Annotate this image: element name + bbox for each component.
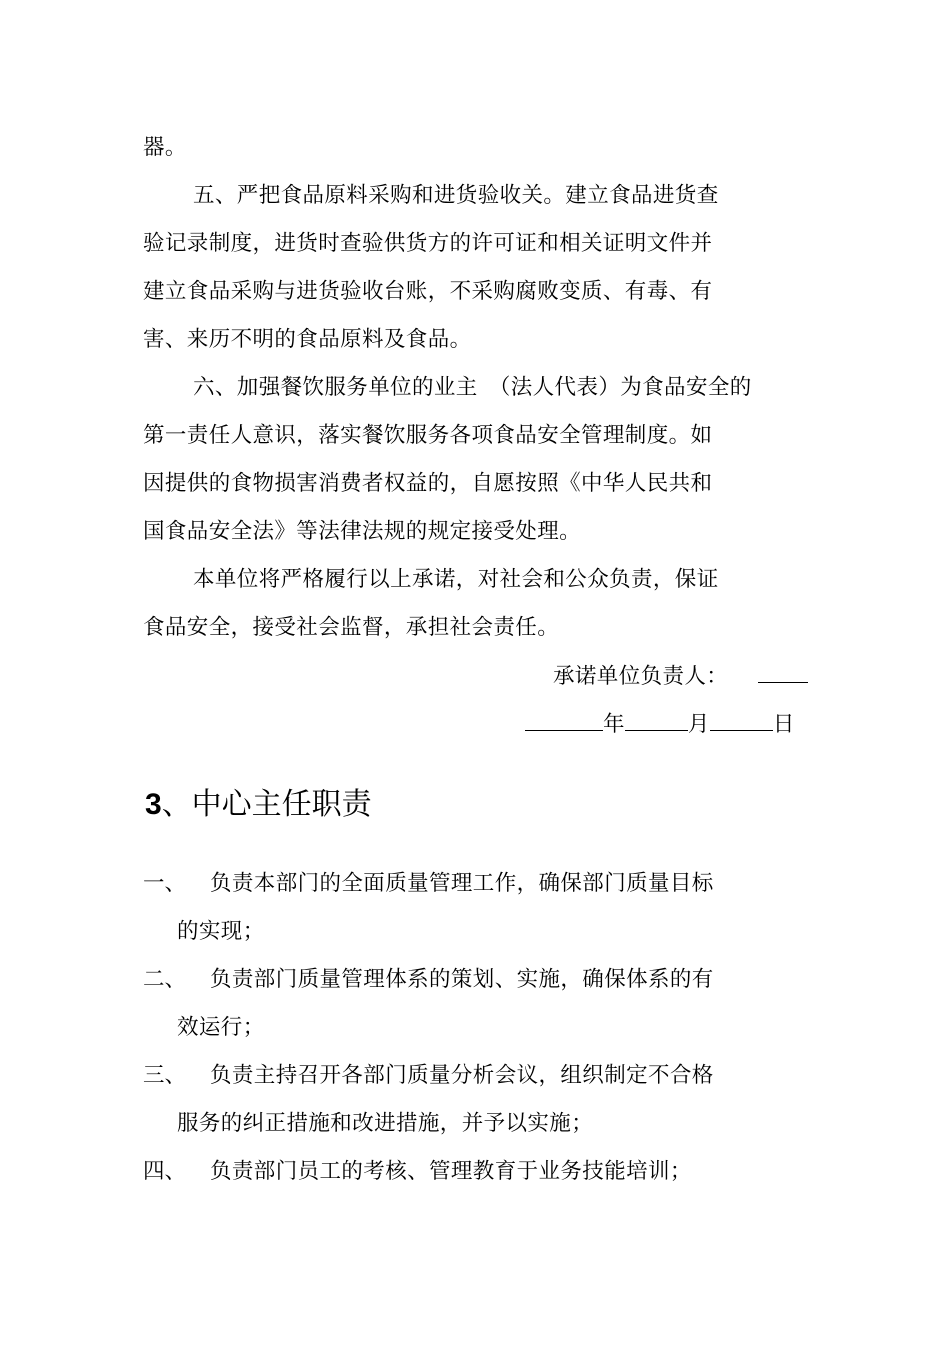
paragraph-line: 国食品安全法》等法律法规的规定接受处理。 [143,519,582,544]
month-blank [625,710,688,731]
paragraph-line: 第一责任人意识，落实餐饮服务各项食品安全管理制度。如 [143,423,713,448]
month-label: 月 [687,712,710,737]
day-label: 日 [772,712,795,737]
signature-line [553,662,808,691]
day-blank [710,710,773,731]
list-item-line: 效运行； [177,1015,265,1040]
paragraph-line: 六、加强餐饮服务单位的业主 （法人代表）为食品安全的 [193,375,752,400]
section-title: 、中心主任职责 [161,787,372,822]
list-item-line: 负责本部门的全面质量管理工作，确保部门质量目标 [210,871,714,896]
list-item-line: 负责主持召开各部门质量分析会议，组织制定不合格 [210,1063,714,1088]
paragraph-line: 建立食品采购与进货验收台账，不采购腐败变质、有毒、有 [143,279,713,304]
paragraph-line: 验记录制度，进货时查验供货方的许可证和相关证明文件并 [143,231,713,256]
paragraph-line: 本单位将严格履行以上承诺，对社会和公众负责，保证 [193,567,719,592]
paragraph-line: 害、来历不明的食品原料及食品。 [143,327,472,352]
paragraph-line: 五、严把食品原料采购和进货验收关。建立食品进货查 [193,183,719,208]
section-number: 3 [145,788,162,821]
year-label: 年 [603,712,625,737]
list-item-line: 负责部门质量管理体系的策划、实施，确保体系的有 [210,967,714,992]
list-item-line: 服务的纠正措施和改进措施，并予以实施； [177,1111,594,1136]
section-heading [145,786,372,824]
paragraph-line: 器。 [143,135,187,160]
year-blank [525,710,603,731]
list-item-line: 的实现； [177,919,265,944]
list-item-number: 一、 [143,871,187,896]
signature-blank [758,662,808,683]
signature-label: 承诺单位负责人： [553,664,729,689]
paragraph-line: 因提供的食物损害消费者权益的，自愿按照《中华人民共和 [143,471,713,496]
list-item-number: 二、 [143,967,187,992]
paragraph-line: 食品安全，接受社会监督，承担社会责任。 [143,615,560,640]
list-item-number: 四、 [143,1159,187,1184]
list-item-line: 负责部门员工的考核、管理教育于业务技能培训； [210,1159,692,1184]
list-item-number: 三、 [143,1063,187,1088]
date-line [525,710,795,739]
